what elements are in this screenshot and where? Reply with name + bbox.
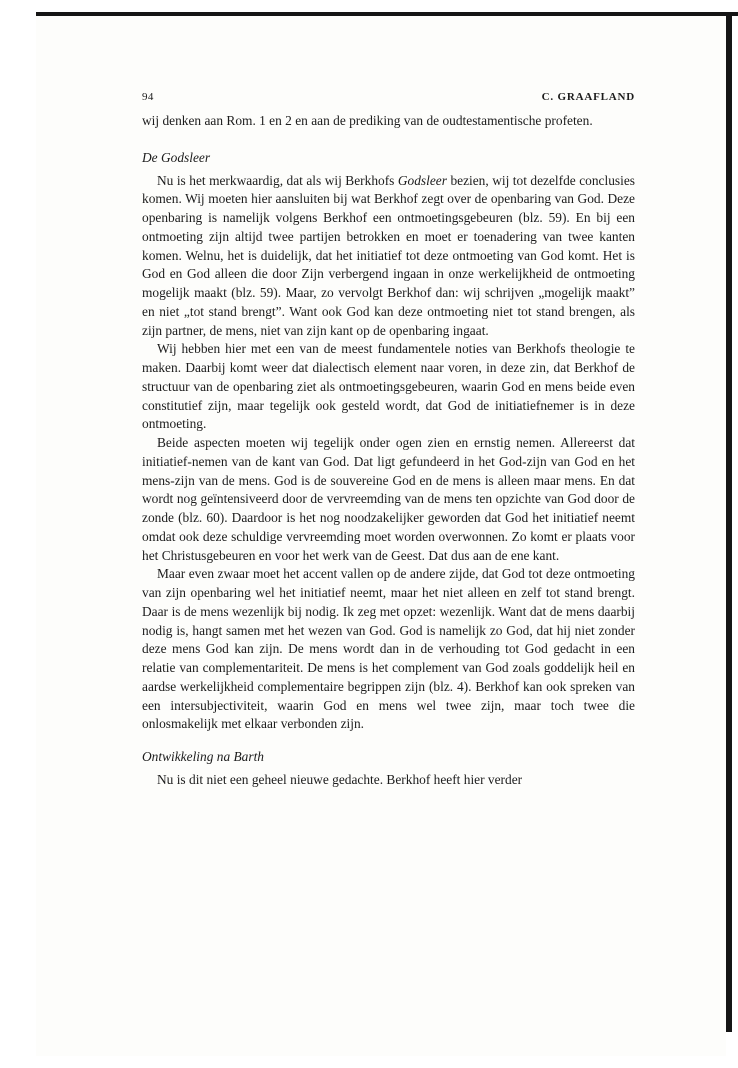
- paragraph: Maar even zwaar moet het accent vallen op de andere zijde, dat God tot deze ontmoeting van zijn openbaring wel het initiatief neemt, maar het niet alleen en zelf tot stand brengt. Daar is de mens wezenlijk bij nodig. Ik zeg met opzet: wezenlijk. Want dat de mens daarbij nodig is, hangt samen met het wezen van God. God is namelijk zo God, dat hij niet zonder deze mens God kan zijn. De mens wordt dan in de verhouding tot God gedacht in een relatie van complementariteit. De mens is het complement van God zoals goddelijk heil en aardse werkelijkheid complementaire begrippen zijn (blz. 4). Berkhof kan ook spreken van een intersubjectiviteit, waarin God en mens wel twee zijn, maar toch twee die onlosmakelijk met elkaar verbonden zijn.: [142, 566, 635, 732]
- paragraph: Beide aspecten moeten wij tegelijk onder ogen zien en ernstig nemen. Allereerst dat initiatief-nemen van de kant van God. Dat ligt gefundeerd in het God-zijn van God en het mens-zijn van de mens. God is de souvereine God en de mens is alleen maar mens. En dat wordt nog geïntensiveerd door de vervreemding van de mens ten opzichte van God door de zonde (blz. 60). Daardoor is het nog noodzakelijker geworden dat God het initiatief neemt omdat ook deze schuldige vervreemding moet worden overwonnen. Zo komt er plaats voor het Christusgebeuren en voor het werk van de Geest. Dat dus aan de ene kant.: [142, 435, 635, 563]
- section-heading-godsleer: De Godsleer: [142, 149, 211, 165]
- running-head: [142, 88, 635, 112]
- paragraph-text: bezien, wij tot dezelfde conclusies komen. Wij moeten hier aansluiten bij wat Berkhof zegt over de openbaring van God. Deze openbaring is namelijk volgens Berkhof een ontmoetingsgebeuren (blz. 59). En bij een ontmoeting zijn altijd twee partijen betrokken en moet er toenadering van twee kanten komen. Welnu, het is duidelijk, dat het initiatief tot deze ontmoeting van God komt. Het is God en God alleen die door Zijn verbergend ingaan in onze werkelijkheid de ontmoeting mogelijk maakt (blz. 59). Maar, zo vervolgt Berkhof dan: wij schrijven „mogelijk maakt” en niet „tot stand brengt”. Want ook God kan deze ontmoeting niet tot stand brengen, als zijn partner, de mens, niet van zijn kant op de openbaring ingaat.: [142, 172, 635, 338]
- page-content: [142, 88, 635, 790]
- italic-title: Godsleer: [397, 172, 447, 188]
- paragraph-continuation: wij denken aan Rom. 1 en 2 en aan de prediking van de oudtestamentische profeten.: [142, 113, 593, 128]
- paragraph: Nu is dit niet een geheel nieuwe gedachte. Berkhof heeft hier verder: [157, 771, 523, 787]
- running-head-author: C. GRAAFLAND: [541, 91, 635, 103]
- scan-edge-right: [726, 12, 732, 1032]
- paragraph: [142, 172, 635, 341]
- paragraph-text: Nu is het merkwaardig, dat als wij Berkhofs: [157, 172, 398, 188]
- section-heading-ontwikkeling: Ontwikkeling na Barth: [142, 749, 264, 764]
- page-number: 94: [142, 91, 154, 103]
- paragraph: Wij hebben hier met een van de meest fundamentele noties van Berkhofs theologie te maken. Daarbij komt weer dat dialectisch element naar voren, in deze zin, dat Berkhof de structuur van de openbaring ziet als ontmoetingsgebeuren, waarin God en mens beide even constitutief zijn, maar tegelijk ook gesteld wordt, dat God de initiatiefnemer is in deze ontmoeting.: [142, 341, 635, 432]
